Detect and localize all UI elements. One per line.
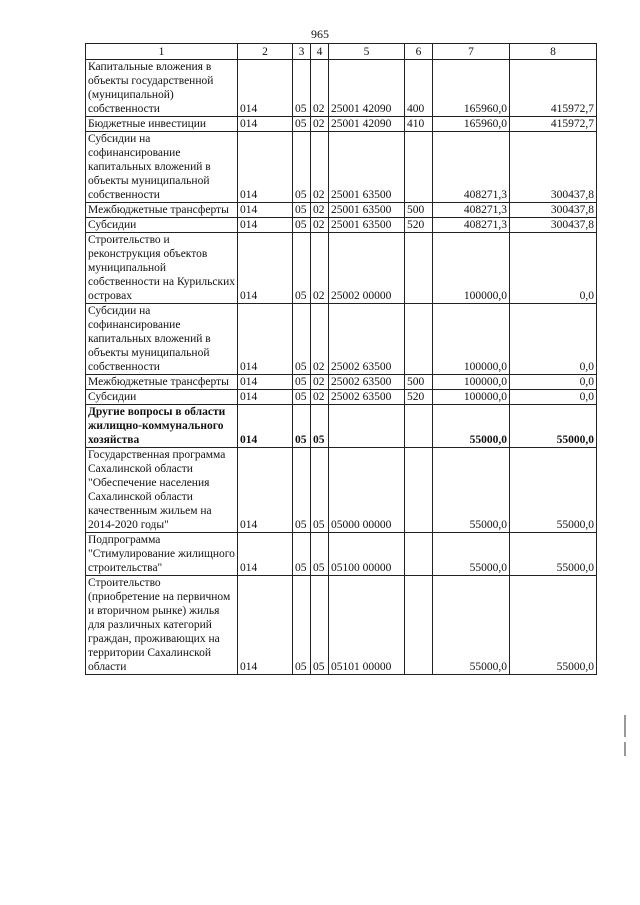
row-name-cell: Субсидии на софинансирование капитальных вложений в объекты муниципальной собственности	[86, 304, 238, 375]
section-code-cell: 05	[293, 405, 311, 448]
table-row	[86, 218, 597, 233]
target-article-cell: 05101 00000	[329, 576, 405, 675]
section-code-cell: 05	[293, 448, 311, 533]
amount-year2-cell: 55000,0	[510, 448, 597, 533]
subsection-code-cell: 02	[311, 390, 329, 405]
amount-year1-cell: 408271,3	[433, 132, 510, 203]
amount-year1-cell: 55000,0	[433, 405, 510, 448]
target-article-cell: 25002 63500	[329, 390, 405, 405]
ministry-code-cell: 014	[238, 218, 293, 233]
row-name-cell: Государственная программа Сахалинской области "Обеспечение населения Сахалинской области качественным жильем на 2014-2020 годы"	[86, 448, 238, 533]
amount-year1-cell: 55000,0	[433, 448, 510, 533]
section-code-cell: 05	[293, 576, 311, 675]
col-header-1: 1	[86, 44, 238, 60]
ministry-code-cell: 014	[238, 576, 293, 675]
table-row	[86, 390, 597, 405]
table-row	[86, 533, 597, 576]
amount-year2-cell: 415972,7	[510, 60, 597, 117]
table-body	[86, 60, 597, 675]
target-article-cell: 25001 63500	[329, 203, 405, 218]
ministry-code-cell: 014	[238, 233, 293, 304]
col-header-7: 7	[433, 44, 510, 60]
subsection-code-cell: 05	[311, 576, 329, 675]
expense-type-cell	[405, 576, 433, 675]
amount-year1-cell: 100000,0	[433, 375, 510, 390]
table-row	[86, 117, 597, 132]
row-name-cell: Другие вопросы в области жилищно-коммунального хозяйства	[86, 405, 238, 448]
section-code-cell: 05	[293, 218, 311, 233]
col-header-3: 3	[293, 44, 311, 60]
subsection-code-cell: 02	[311, 375, 329, 390]
expense-type-cell: 520	[405, 390, 433, 405]
amount-year2-cell: 0,0	[510, 375, 597, 390]
margin-mark	[624, 742, 626, 756]
table-row	[86, 304, 597, 375]
expense-type-cell: 500	[405, 203, 433, 218]
section-code-cell: 05	[293, 390, 311, 405]
expense-type-cell	[405, 132, 433, 203]
amount-year2-cell: 55000,0	[510, 576, 597, 675]
target-article-cell: 05000 00000	[329, 448, 405, 533]
table-row	[86, 60, 597, 117]
target-article-cell: 05100 00000	[329, 533, 405, 576]
subsection-code-cell: 05	[311, 448, 329, 533]
ministry-code-cell: 014	[238, 448, 293, 533]
target-article-cell	[329, 405, 405, 448]
section-code-cell: 05	[293, 132, 311, 203]
amount-year2-cell: 55000,0	[510, 533, 597, 576]
col-header-8: 8	[510, 44, 597, 60]
section-code-cell: 05	[293, 375, 311, 390]
expense-type-cell: 500	[405, 375, 433, 390]
ministry-code-cell: 014	[238, 405, 293, 448]
section-code-cell: 05	[293, 304, 311, 375]
amount-year1-cell: 100000,0	[433, 304, 510, 375]
table-row	[86, 405, 597, 448]
col-header-6: 6	[405, 44, 433, 60]
amount-year2-cell: 55000,0	[510, 405, 597, 448]
amount-year1-cell: 165960,0	[433, 60, 510, 117]
table-row	[86, 375, 597, 390]
table-row	[86, 203, 597, 218]
amount-year1-cell: 100000,0	[433, 390, 510, 405]
table-row	[86, 132, 597, 203]
section-code-cell: 05	[293, 60, 311, 117]
subsection-code-cell: 05	[311, 533, 329, 576]
ministry-code-cell: 014	[238, 203, 293, 218]
amount-year1-cell: 100000,0	[433, 233, 510, 304]
expense-type-cell	[405, 233, 433, 304]
row-name-cell: Субсидии	[86, 218, 238, 233]
table-row	[86, 233, 597, 304]
target-article-cell: 25001 63500	[329, 132, 405, 203]
amount-year2-cell: 300437,8	[510, 203, 597, 218]
target-article-cell: 25002 63500	[329, 375, 405, 390]
col-header-2: 2	[238, 44, 293, 60]
subsection-code-cell: 02	[311, 132, 329, 203]
expense-type-cell: 520	[405, 218, 433, 233]
margin-mark	[624, 715, 626, 737]
section-code-cell: 05	[293, 533, 311, 576]
row-name-cell: Субсидии на софинансирование капитальных вложений в объекты муниципальной собственности	[86, 132, 238, 203]
subsection-code-cell: 02	[311, 60, 329, 117]
ministry-code-cell: 014	[238, 533, 293, 576]
expense-type-cell	[405, 405, 433, 448]
amount-year1-cell: 165960,0	[433, 117, 510, 132]
header-row	[86, 44, 597, 60]
subsection-code-cell: 02	[311, 218, 329, 233]
section-code-cell: 05	[293, 117, 311, 132]
amount-year2-cell: 0,0	[510, 304, 597, 375]
row-name-cell: Субсидии	[86, 390, 238, 405]
row-name-cell: Межбюджетные трансферты	[86, 203, 238, 218]
section-code-cell: 05	[293, 233, 311, 304]
ministry-code-cell: 014	[238, 117, 293, 132]
table-row	[86, 576, 597, 675]
subsection-code-cell: 02	[311, 233, 329, 304]
col-header-5: 5	[329, 44, 405, 60]
row-name-cell: Строительство и реконструкция объектов муниципальной собственности на Курильских островах	[86, 233, 238, 304]
amount-year2-cell: 300437,8	[510, 218, 597, 233]
amount-year1-cell: 55000,0	[433, 533, 510, 576]
page-number: 965	[311, 27, 329, 41]
expense-type-cell	[405, 448, 433, 533]
expense-type-cell	[405, 304, 433, 375]
expense-type-cell: 400	[405, 60, 433, 117]
target-article-cell: 25002 63500	[329, 304, 405, 375]
amount-year1-cell: 55000,0	[433, 576, 510, 675]
amount-year2-cell: 300437,8	[510, 132, 597, 203]
row-name-cell: Подпрограмма "Стимулирование жилищного строительства"	[86, 533, 238, 576]
table-row	[86, 448, 597, 533]
amount-year1-cell: 408271,3	[433, 218, 510, 233]
expense-type-cell: 410	[405, 117, 433, 132]
ministry-code-cell: 014	[238, 304, 293, 375]
ministry-code-cell: 014	[238, 390, 293, 405]
target-article-cell: 25002 00000	[329, 233, 405, 304]
col-header-4: 4	[311, 44, 329, 60]
subsection-code-cell: 05	[311, 405, 329, 448]
row-name-cell: Бюджетные инвестиции	[86, 117, 238, 132]
amount-year2-cell: 0,0	[510, 390, 597, 405]
ministry-code-cell: 014	[238, 132, 293, 203]
subsection-code-cell: 02	[311, 117, 329, 132]
amount-year2-cell: 0,0	[510, 233, 597, 304]
budget-table	[85, 43, 597, 675]
row-name-cell: Межбюджетные трансферты	[86, 375, 238, 390]
ministry-code-cell: 014	[238, 60, 293, 117]
section-code-cell: 05	[293, 203, 311, 218]
amount-year1-cell: 408271,3	[433, 203, 510, 218]
ministry-code-cell: 014	[238, 375, 293, 390]
row-name-cell: Строительство (приобретение на первичном и вторичном рынке) жилья для различных категорий граждан, проживающих на территории Сахалинской области	[86, 576, 238, 675]
expense-type-cell	[405, 533, 433, 576]
row-name-cell: Капитальные вложения в объекты государственной (муниципальной) собственности	[86, 60, 238, 117]
amount-year2-cell: 415972,7	[510, 117, 597, 132]
subsection-code-cell: 02	[311, 203, 329, 218]
target-article-cell: 25001 42090	[329, 117, 405, 132]
target-article-cell: 25001 63500	[329, 218, 405, 233]
subsection-code-cell: 02	[311, 304, 329, 375]
target-article-cell: 25001 42090	[329, 60, 405, 117]
